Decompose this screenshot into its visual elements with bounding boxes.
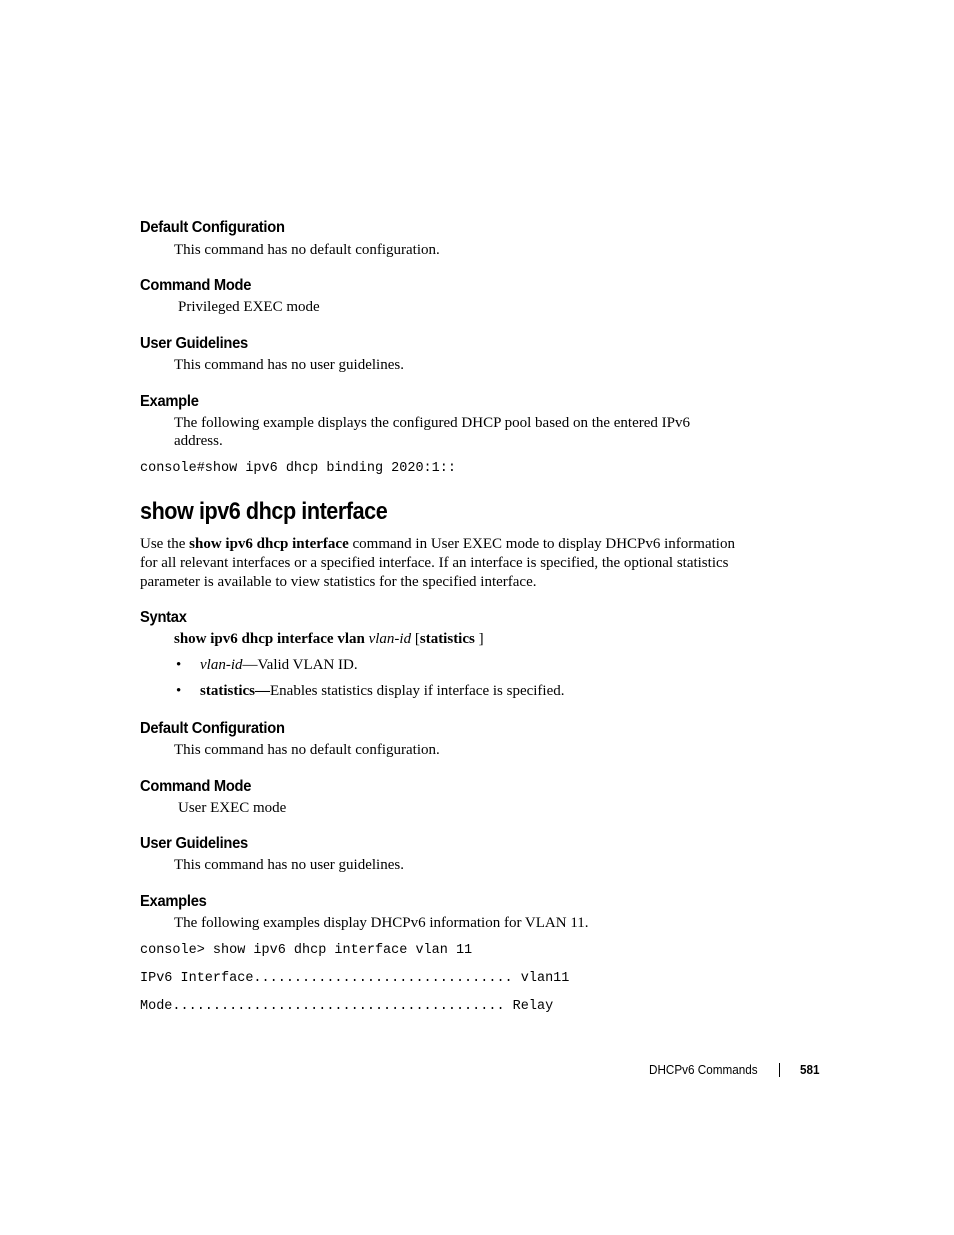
example-heading: Example [140,393,199,410]
intro-prefix: Use the [140,536,190,552]
intro-line1 [140,535,735,553]
footer-chapter: DHCPv6 Commands [649,1062,758,1077]
bullet-term: statistics— [200,683,270,699]
bullet-icon: • [176,683,182,699]
example-text-line2: address. [174,433,223,449]
example-text-line1: The following example displays the configured DHCP pool based on the entered IPv6 [174,415,690,431]
intro-suffix: command in User EXEC mode to display DHCPv6 information [348,536,735,552]
bullet-vlan-id [200,657,358,674]
examples-text: The following examples display DHCPv6 information for VLAN 11. [174,915,589,931]
code-line: Mode......................................... Relay [140,999,554,1014]
default-configuration-heading: Default Configuration [140,720,285,737]
bullet-icon: • [176,657,182,673]
default-configuration-heading: Default Configuration [140,219,285,236]
syntax-heading: Syntax [140,609,187,626]
user-guidelines-heading: User Guidelines [140,335,248,352]
bullet-separator: — [242,657,258,673]
command-mode-heading: Command Mode [140,778,252,795]
syntax-command: show ipv6 dhcp interface vlan [174,631,365,647]
command-mode-text: User EXEC mode [178,800,287,816]
syntax-option: statistics [419,631,475,647]
intro-line2: for all relevant interfaces or a specified interface. If an interface is specified, the optional statistics [140,555,729,571]
command-title: show ipv6 dhcp interface [140,498,388,525]
default-configuration-text: This command has no default configuration. [174,242,440,258]
code-line: console> show ipv6 dhcp interface vlan 11 [140,943,473,958]
syntax-line [174,630,484,648]
user-guidelines-text: This command has no user guidelines. [174,857,404,873]
intro-command: show ipv6 dhcp interface [189,536,349,552]
syntax-param: vlan-id [368,631,412,647]
page-number: 581 [800,1062,820,1077]
command-mode-heading: Command Mode [140,277,252,294]
command-mode-text: Privileged EXEC mode [178,299,320,315]
default-configuration-text: This command has no default configuration. [174,742,440,758]
syntax-close-bracket: ] [478,631,484,647]
intro-line3: parameter is available to view statistics for the specified interface. [140,574,537,590]
example-code: console#show ipv6 dhcp binding 2020:1:: [140,461,456,476]
syntax-open-bracket: [ [414,631,420,647]
user-guidelines-heading: User Guidelines [140,835,248,852]
bullet-description: Valid VLAN ID. [257,657,358,673]
code-line: IPv6 Interface................................ vlan11 [140,971,570,986]
bullet-description: Enables statistics display if interface is specified. [270,683,565,699]
bullet-term: vlan-id [200,657,243,673]
user-guidelines-text: This command has no user guidelines. [174,357,404,373]
footer-divider [779,1063,780,1077]
examples-heading: Examples [140,893,207,910]
bullet-statistics [200,683,565,700]
